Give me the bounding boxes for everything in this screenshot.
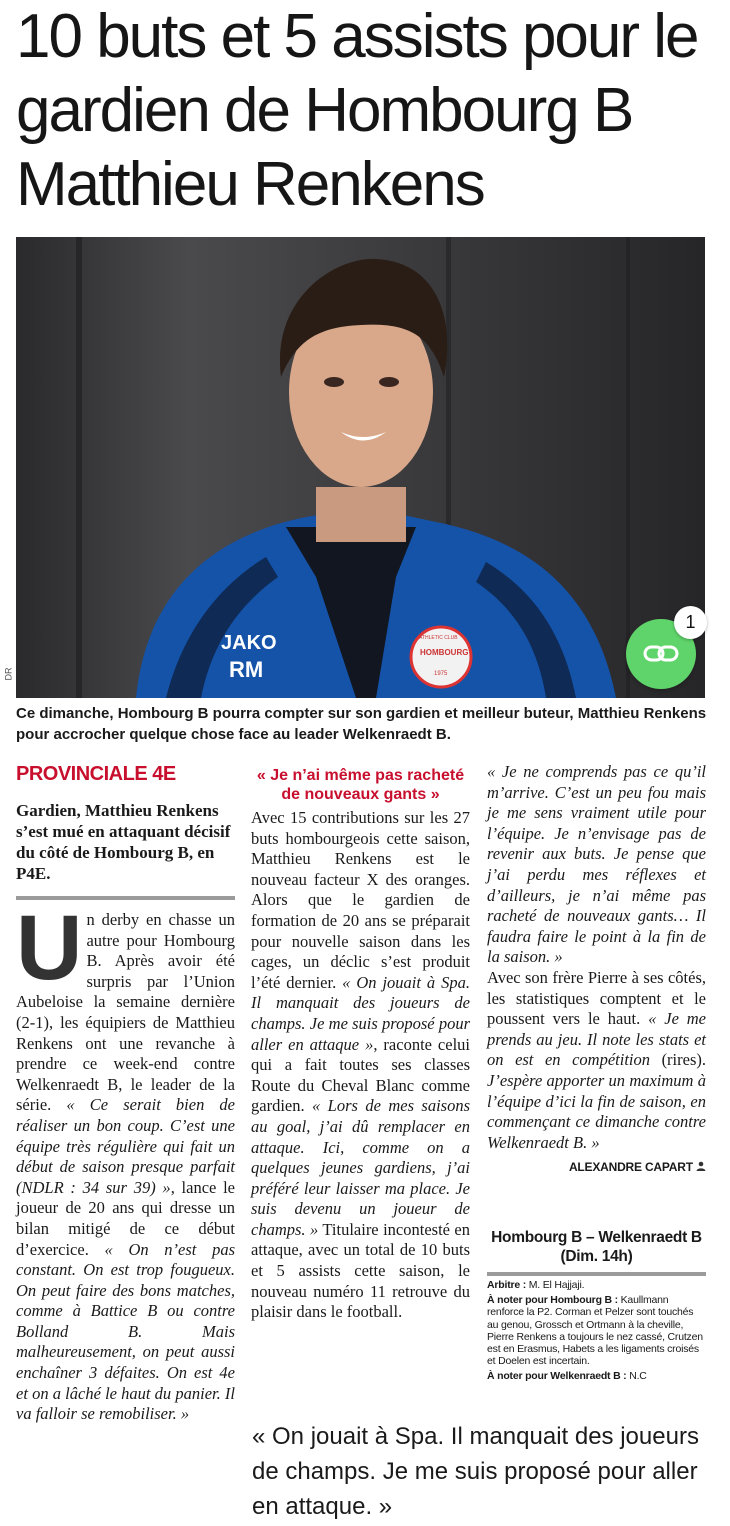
article-paragraph bbox=[251, 808, 470, 1323]
crest-year: 1975 bbox=[434, 671, 448, 677]
text-run: n derby en chasse un autre pour Hombourg B. Après avoir été surpris par l’Union Aubeloise la semaine dernière (2-1), les équipiers de Matthieu Renkens ont une revanche à prendre ce week-end contre Welkenraedt B, le leader de la série. bbox=[16, 910, 235, 1115]
text-run: Avec 15 contributions sur les 27 buts hombourgeois cette saison, Matthieu Renkens est le nouveau facteur X des oranges. Alors que le gardien de formation de 20 ans se préparait pour nouvelle saison dans les cages, un déclic s’est produit l’été dernier. bbox=[251, 808, 470, 992]
article-paragraph bbox=[16, 897, 236, 1425]
referee-value: M. El Hajjaji. bbox=[526, 1279, 585, 1291]
person-icon bbox=[696, 1161, 706, 1171]
column-2 bbox=[251, 762, 470, 1323]
home-note-label: À noter pour Hombourg B : bbox=[487, 1294, 618, 1307]
match-title: Hombourg B – Welkenraedt B (Dim. 14h) bbox=[487, 1228, 706, 1276]
headline: 10 buts et 5 assists pour le gardien de Hombourg B Matthieu Renkens bbox=[16, 2, 698, 219]
player-illustration bbox=[16, 237, 705, 698]
text-run: , lance le joueur de 20 ans qui dresse un bilan mitigé de ce début d’exercice. bbox=[16, 1177, 235, 1259]
home-note-value: Kaullmann renforce la P2. Corman et Pelzer sont touchés au genou, Grossch et Ortmann à la cheville, Pierre Renkens a toujours le nez cassé, Crutzen est en Erasmus, Habets a les ligaments croisés et Doelen est incertain. bbox=[487, 1294, 703, 1368]
pull-quote: « On jouait à Spa. Il manquait des joueurs de champs. Je me suis proposé pour aller en attaque. » bbox=[252, 1423, 699, 1520]
crest-club: ATHLETIC CLUB bbox=[419, 635, 458, 641]
quote-run: « Ce serait bien de réaliser un bon coup. C’est une équipe très régulière qui fait un début de saison presque parfait (NDLR : 34 sur 39) » bbox=[16, 1095, 236, 1197]
section-rubric: PROVINCIALE 4E bbox=[16, 763, 176, 785]
link-count-badge: 1 bbox=[674, 606, 707, 639]
column-1 bbox=[16, 762, 235, 1425]
referee-label: Arbitre : bbox=[487, 1279, 527, 1291]
away-note-value: N.C bbox=[626, 1370, 647, 1383]
home-team-note bbox=[487, 1294, 706, 1367]
article-photo bbox=[3, 237, 705, 698]
quote-run: « Lors de mes saisons au goal, j’ai dû remplacer en attaque. Ici, comme on a quelques jeunes gardiens, j’ai préféré leur laisser ma place. Je suis devenu un joueur de champs. » bbox=[251, 1096, 470, 1239]
photo-credit: DR bbox=[3, 667, 14, 681]
quote-run: « Je ne comprends pas ce qu’il m’arrive. C’est un peu fou mais je me sens vraiment utile pour l’équipe. Je n’envisage pas de revenir aux buts. Je pense que j’ai perdu mes réflexes et d’ailleurs, je n’ai même pas racheté de nouveaux gants… Il faudra faire le point à la fin de la saison. » bbox=[487, 762, 706, 967]
article-paragraph bbox=[487, 968, 706, 1153]
text-run: Titulaire incontesté en attaque, avec un total de 10 buts et 5 assists cette saison, le nouveau numéro 11 retrouve du plaisir dans le football. bbox=[251, 1219, 470, 1322]
referee-line bbox=[487, 1279, 706, 1291]
quote-run: J’espère apporter un maximum à l’équipe d’ici la fin de saison, en commençant ce dimanche contre Welkenraedt B. » bbox=[487, 1070, 706, 1152]
lead-paragraph: Gardien, Matthieu Renkens s’est mué en attaquant décisif du côté de Hombourg B, en P4E. bbox=[16, 800, 235, 900]
quote-run: « On jouait à Spa. Il manquait des joueurs de champs. Je me suis proposé pour aller en attaque » bbox=[251, 972, 471, 1054]
away-note-label: À noter pour Welkenraedt B : bbox=[487, 1370, 627, 1383]
text-run: , raconte celui qui a fait toutes ses classes Route du Cheval Blanc comme gardien. bbox=[251, 1034, 470, 1116]
author-name: ALEXANDRE CAPART bbox=[568, 1160, 693, 1175]
subheading: « Je n’ai même pas racheté de nouveaux gants » bbox=[256, 767, 465, 803]
author-byline bbox=[487, 1157, 706, 1178]
drop-cap: U bbox=[16, 897, 81, 999]
quote-run: « Je me prends au jeu. Il note les stats et on est en compétition bbox=[487, 1009, 707, 1070]
column-3 bbox=[487, 762, 706, 1178]
photo-caption: Ce dimanche, Hombourg B pourra compter sur son gardien et meilleur buteur, Matthieu Renkens pour accrocher quelque chose face au leader Welkenraedt B. bbox=[16, 705, 707, 743]
jersey-brand: JAKO bbox=[221, 632, 277, 654]
crest-name: HOMBOURG bbox=[420, 648, 469, 657]
quote-run: « On n’est pas constant. On est trop fougueux. On peut faire des bons matches, comme à Battice B ou contre Bolland B. Mais malheureusement, on peut aussi enchaîner 3 défaites. On est 4e et on a lâché le haut du panier. Il va falloir se remobiliser. » bbox=[16, 1239, 235, 1424]
text-run: (rires). bbox=[661, 1050, 706, 1070]
jersey-initials: RM bbox=[229, 657, 264, 682]
article-paragraph bbox=[487, 762, 706, 968]
text-run: Avec son frère Pierre à ses côtés, les statistiques comptent et le poussent vers le haut. bbox=[487, 967, 706, 1029]
away-team-note bbox=[487, 1370, 706, 1382]
match-info-box bbox=[487, 1228, 706, 1383]
